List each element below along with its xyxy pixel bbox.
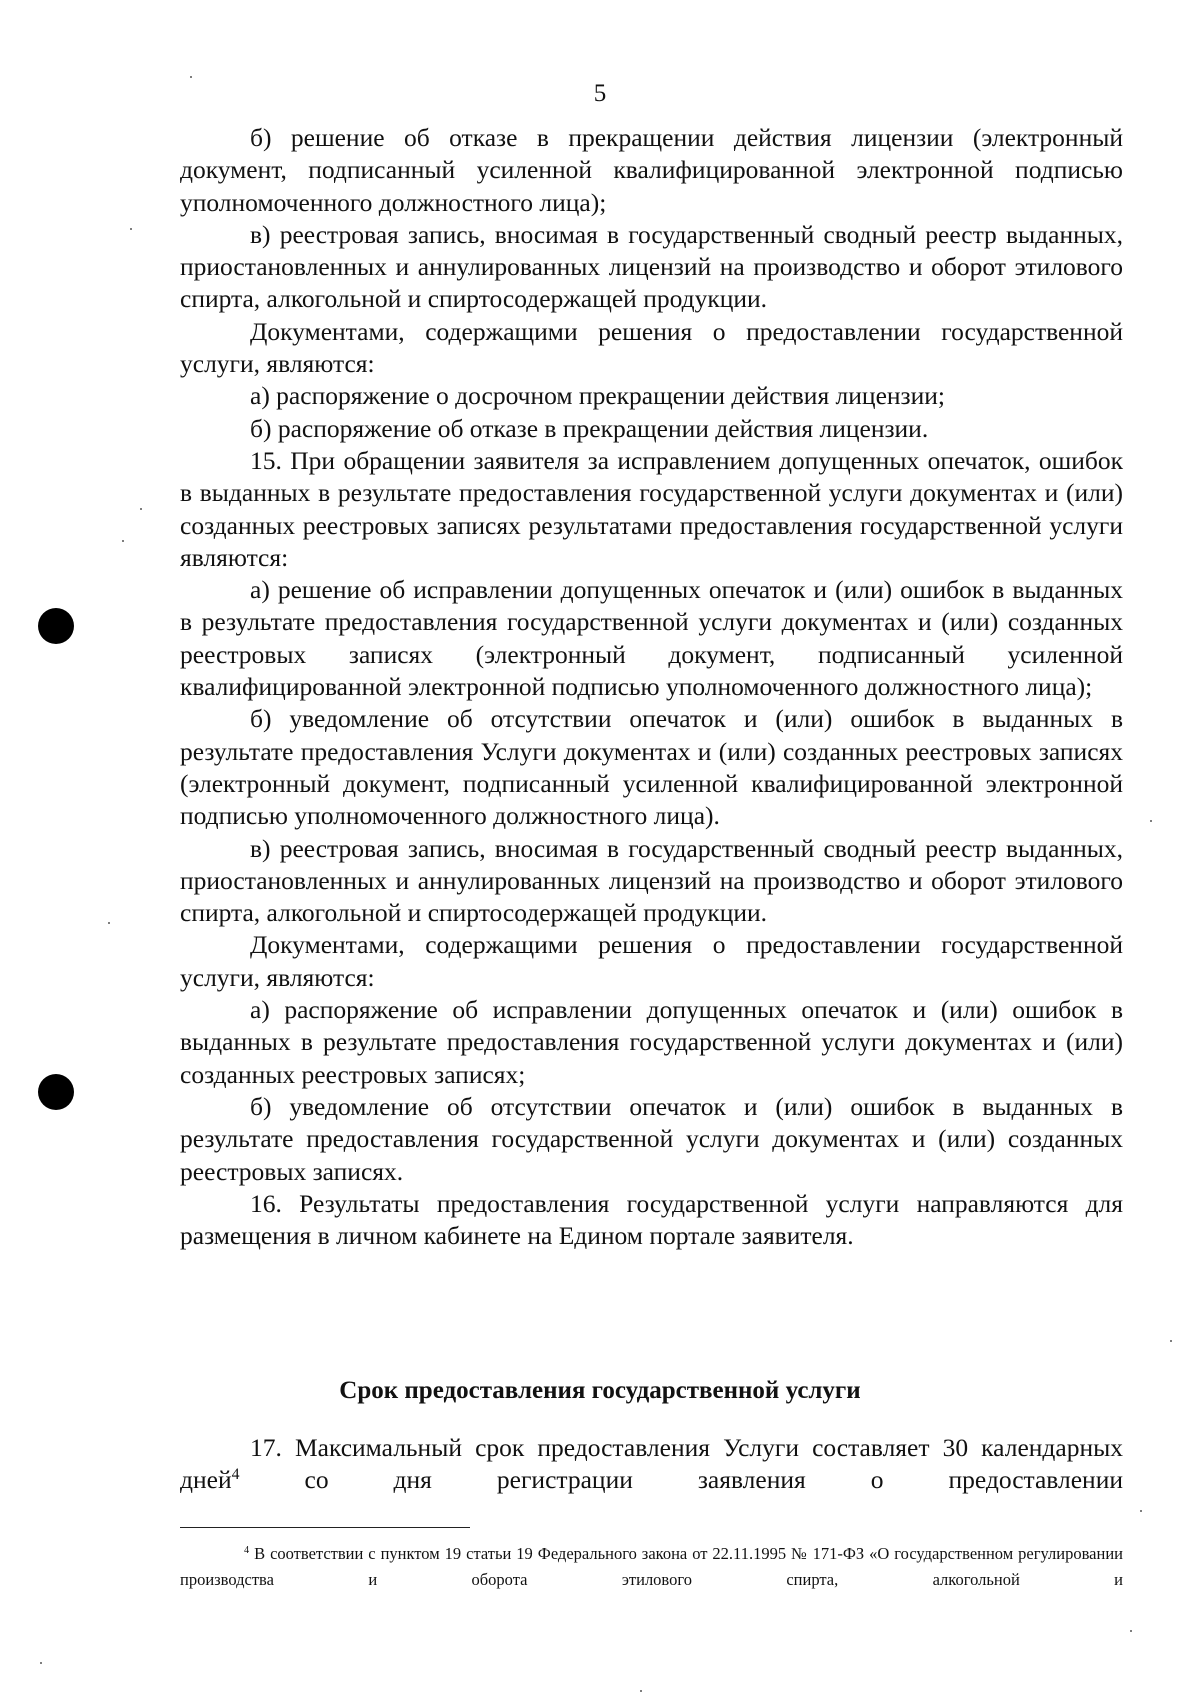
scan-speck	[140, 508, 142, 510]
punch-hole	[38, 608, 74, 644]
scan-speck	[130, 228, 132, 230]
footnote	[180, 1541, 1123, 1593]
paragraph: Документами, содержащими решения о предоставлении государственной услуги, являются:	[180, 930, 1123, 992]
page-number: 5	[593, 80, 607, 107]
paragraph: в) реестровая запись, вносимая в государственный сводный реестр выданных, приостановленных и аннулированных лицензий на производство и оборот этилового спирта, алкогольной и спиртосодержащей продукции.	[180, 219, 1123, 314]
paragraph-17-text: 17. Максимальный срок предоставления Услуги составляет 30 календарных дней	[180, 1433, 1123, 1494]
scan-speck	[640, 1690, 642, 1692]
footnote-text	[180, 1541, 1123, 1593]
section-heading: Срок предоставления государственной услуги	[339, 1377, 861, 1404]
paragraph: б) распоряжение об отказе в прекращении действия лицензии.	[250, 413, 929, 443]
scan-speck	[1170, 1340, 1172, 1342]
paragraph-17-text-after: со дня регистрации заявления о предоставлении	[239, 1465, 1123, 1494]
scan-speck	[40, 1662, 42, 1664]
paragraph: 15. При обращении заявителя за исправлением допущенных опечаток, ошибок в выданных в результате предоставления государственной услуги документах и (или) созданных реестровых записях результатами предоставления государственной услуги являются:	[180, 445, 1123, 572]
paragraph: б) уведомление об отсутствии опечаток и (или) ошибок в выданных в результате предоставления Услуги документах и (или) созданных реестровых записях (электронный документ, подписанный усиленной квалифицированной электронной подписью уполномоченного должностного лица).	[180, 704, 1123, 831]
paragraph-17	[180, 1432, 1123, 1496]
paragraph: 16. Результаты предоставления государственной услуги направляются для размещения в личном кабинете на Едином портале заявителя.	[180, 1188, 1123, 1251]
scan-speck	[190, 76, 192, 78]
scan-speck	[1140, 1510, 1142, 1512]
paragraph: а) решение об исправлении допущенных опечаток и (или) ошибок в выданных в результате предоставления государственной услуги документах и (или) созданных реестровых записях (электронный документ, подписанный усиленной квалифицированной электронной подписью уполномоченного должностного лица);	[180, 575, 1123, 702]
punch-hole	[38, 1074, 74, 1110]
footnote-body: В соответствии с пунктом 19 статьи 19 Федерального закона от 22.11.1995 № 171-ФЗ «О государственном регулировании производства и оборота этилового спирта, алкогольной и	[180, 1544, 1123, 1589]
scan-speck	[122, 540, 124, 542]
scan-speck	[1150, 820, 1152, 822]
paragraph: б) решение об отказе в прекращении действия лицензии (электронный документ, подписанный усиленной квалифицированной электронной подписью уполномоченного должностного лица);	[180, 123, 1123, 217]
scan-speck	[1130, 1630, 1132, 1632]
body-text	[180, 122, 1123, 1252]
footnote-marker: 4	[244, 1544, 250, 1556]
paragraph: а) распоряжение о досрочном прекращении действия лицензии;	[250, 381, 945, 411]
scan-speck	[108, 922, 110, 924]
footnote-separator	[180, 1527, 470, 1528]
paragraph: в) реестровая запись, вносимая в государственный сводный реестр выданных, приостановленных и аннулированных лицензий на производство и оборот этилового спирта, алкогольной и спиртосодержащей продукции.	[180, 833, 1123, 928]
footnote-reference: 4	[231, 1465, 240, 1483]
paragraph: а) распоряжение об исправлении допущенных опечаток и (или) ошибок в выданных в результате предоставления государственной услуги документах и (или) созданных реестровых записях;	[180, 995, 1123, 1089]
body-text-continued	[180, 1432, 1123, 1496]
paragraph: Документами, содержащими решения о предоставлении государственной услуги, являются:	[180, 316, 1123, 379]
paragraph: б) уведомление об отсутствии опечаток и (или) ошибок в выданных в результате предоставления государственной услуги документах и (или) созданных реестровых записях.	[180, 1091, 1123, 1186]
